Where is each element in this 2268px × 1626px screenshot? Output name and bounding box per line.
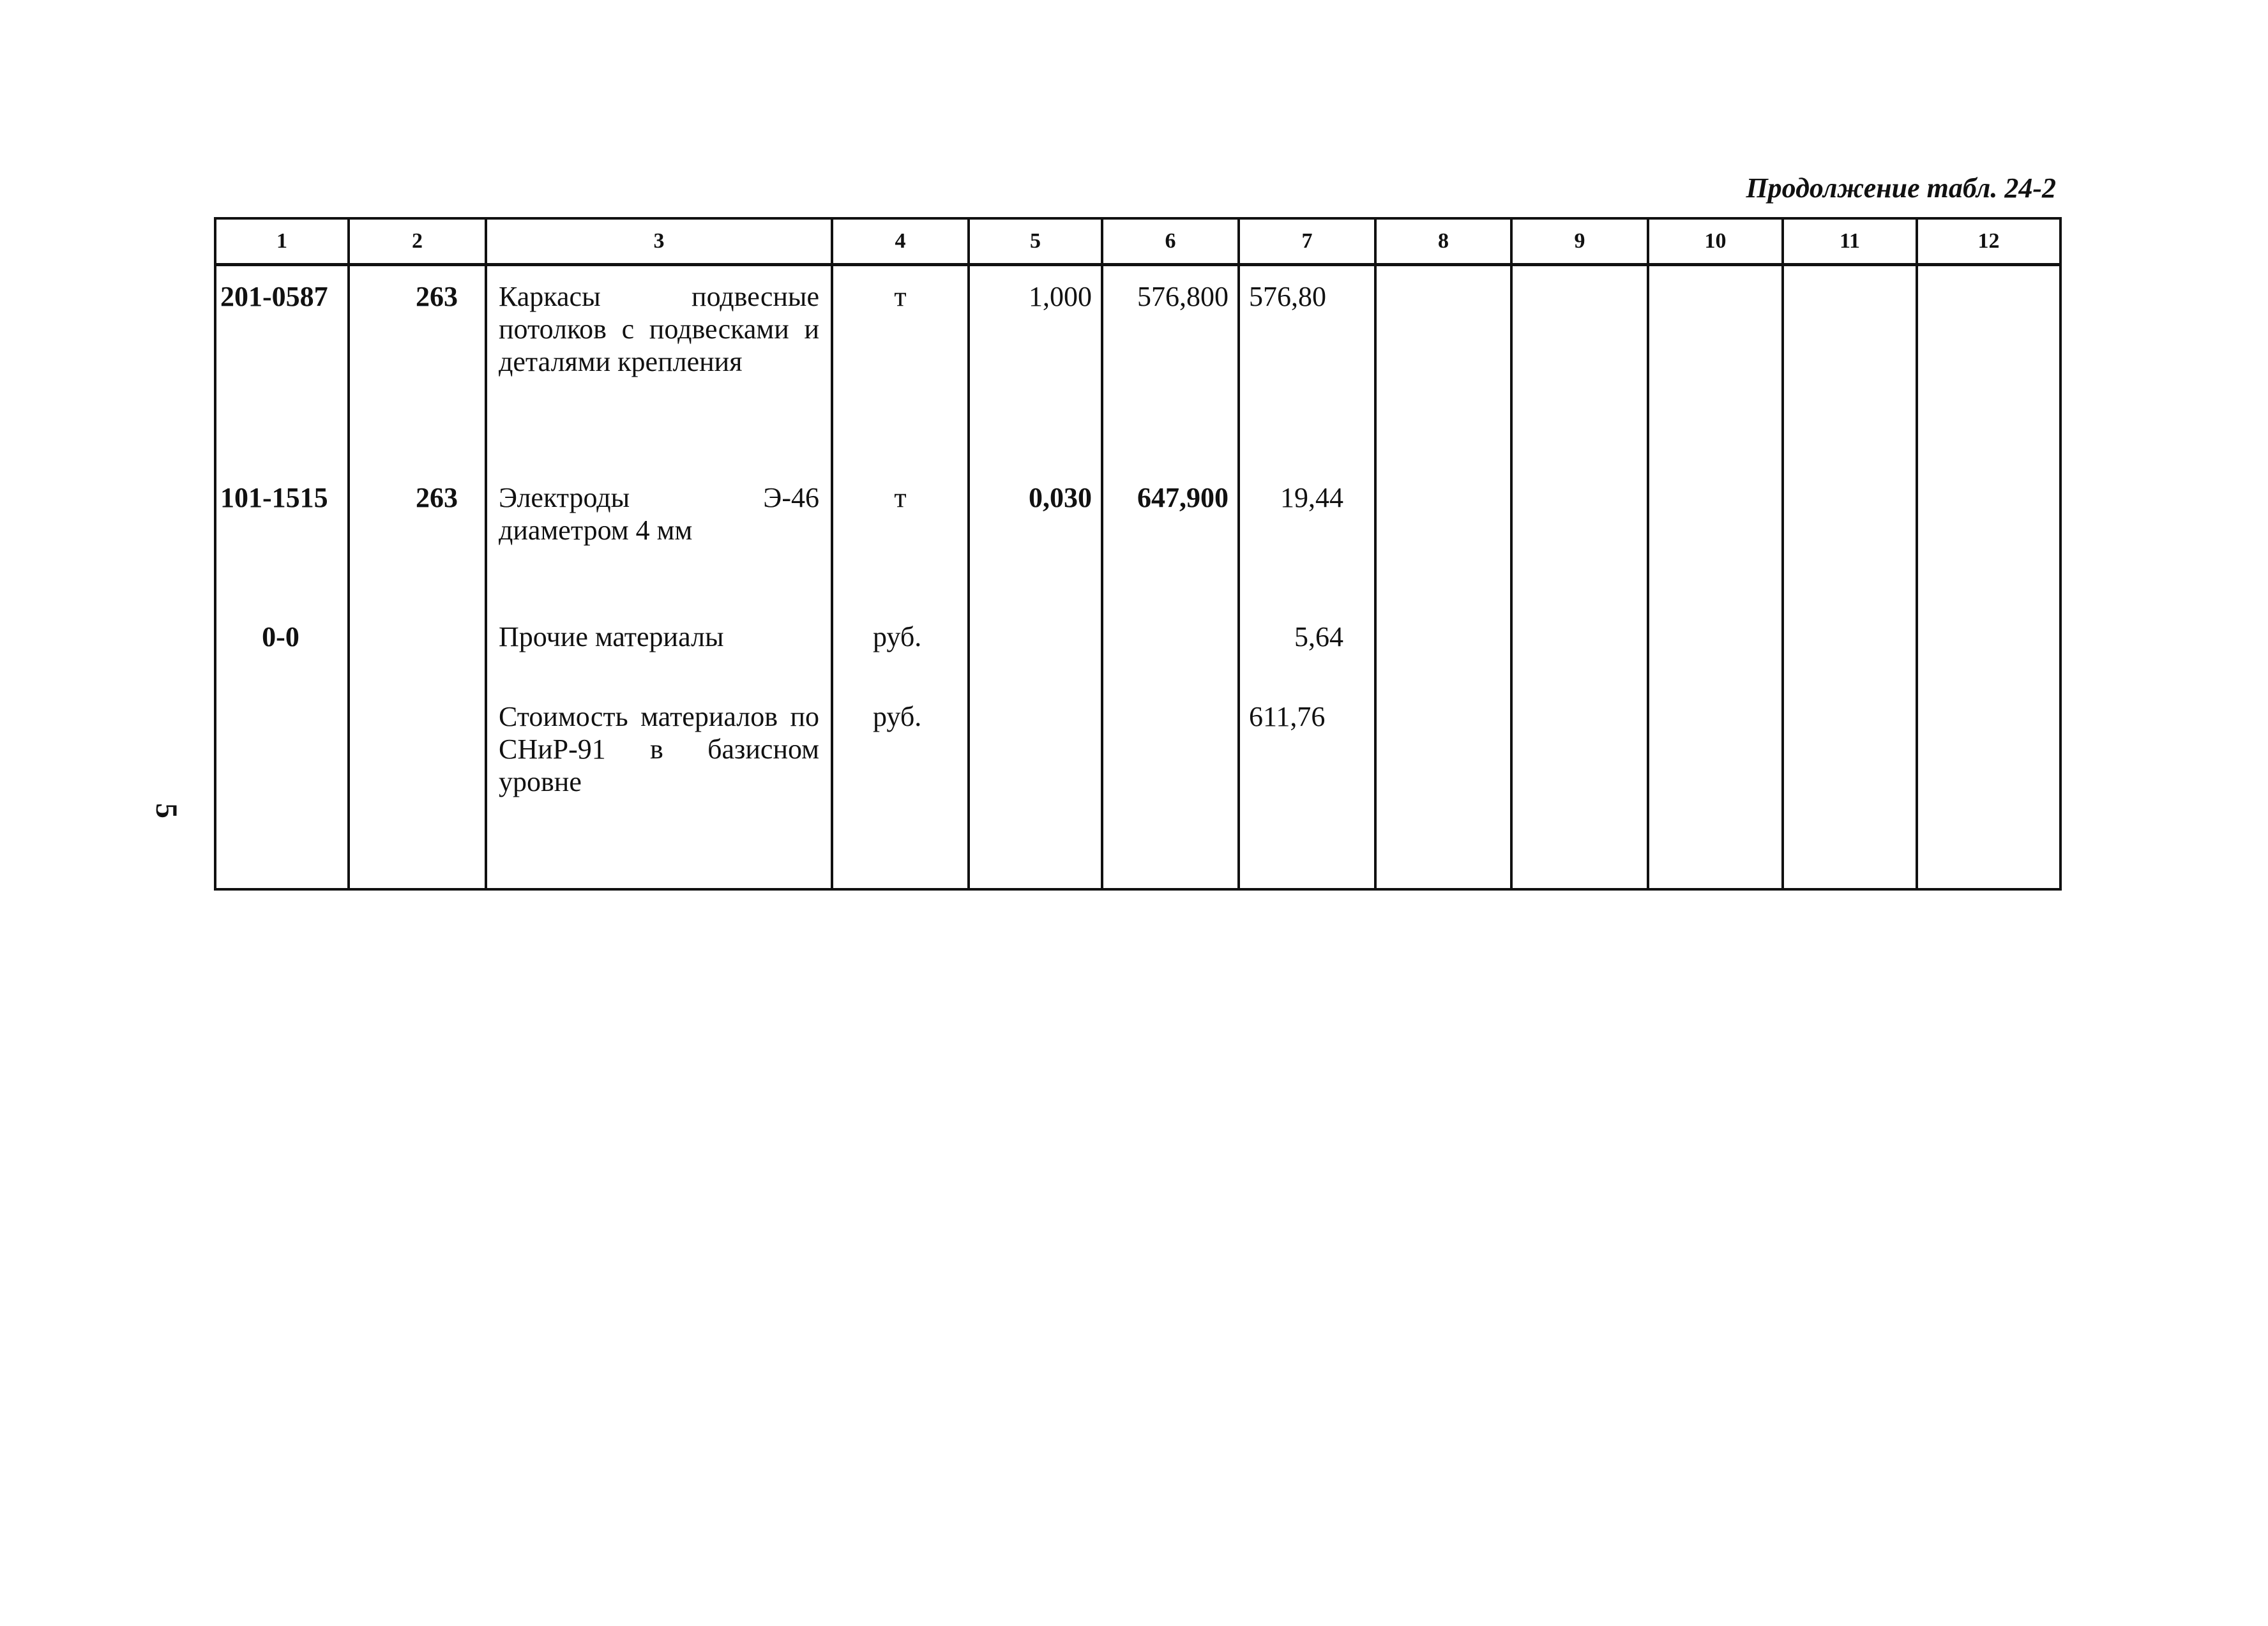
material-code: 201-0587 [215, 265, 349, 470]
empty-cell [1783, 689, 1917, 887]
unit: руб. [832, 609, 969, 689]
empty-cell [1375, 689, 1511, 887]
quantity: 1,000 [969, 265, 1102, 470]
material-code: 101-1515 [215, 470, 349, 609]
empty-cell [1648, 689, 1783, 887]
material-name: Прочие материалы [486, 609, 832, 689]
empty-cell [1648, 265, 1783, 470]
column-header: 4 [832, 218, 969, 265]
resource-code [349, 689, 486, 887]
unit-price: 647,900 [1102, 470, 1239, 609]
unit-price: 576,800 [1102, 265, 1239, 470]
column-header: 7 [1239, 218, 1375, 265]
empty-cell [1917, 265, 2060, 470]
empty-cell [1917, 470, 2060, 609]
column-header: 11 [1783, 218, 1917, 265]
column-header: 10 [1648, 218, 1783, 265]
resource-code: 263 [349, 470, 486, 609]
unit: руб. [832, 689, 969, 887]
material-code [215, 689, 349, 887]
table-row [215, 609, 2060, 689]
total-cost: 611,76 [1239, 689, 1375, 887]
total-cost: 576,80 [1239, 265, 1375, 470]
material-name: Стоимость материалов по СНиР-91 в базисном уровне [486, 689, 832, 887]
column-header: 1 [215, 218, 349, 265]
empty-cell [1511, 609, 1648, 689]
table-header-row [215, 218, 2060, 265]
page-number: 5 [149, 803, 183, 818]
empty-cell [1648, 609, 1783, 689]
unit-price [1102, 609, 1239, 689]
empty-cell [1917, 609, 2060, 689]
empty-cell [1375, 265, 1511, 470]
empty-cell [1511, 689, 1648, 887]
table-row [215, 265, 2060, 470]
resource-code [349, 609, 486, 689]
column-header: 3 [486, 218, 832, 265]
table-continuation-caption: Продолжение табл. 24-2 [1746, 172, 2056, 204]
empty-cell [1783, 470, 1917, 609]
unit-price [1102, 689, 1239, 887]
empty-cell [1783, 609, 1917, 689]
material-name: Каркасы подвесные потолков с подвесками и деталями крепления [486, 265, 832, 470]
quantity [969, 609, 1102, 689]
resource-code: 263 [349, 265, 486, 470]
material-code: 0-0 [215, 609, 349, 689]
total-cost: 19,44 [1239, 470, 1375, 609]
empty-cell [1375, 470, 1511, 609]
column-header: 8 [1375, 218, 1511, 265]
column-header: 5 [969, 218, 1102, 265]
quantity [969, 689, 1102, 887]
empty-cell [1375, 609, 1511, 689]
table-filler-row [215, 887, 2060, 889]
table-row [215, 689, 2060, 887]
total-cost: 5,64 [1239, 609, 1375, 689]
table-row [215, 470, 2060, 609]
empty-cell [1511, 265, 1648, 470]
column-header: 12 [1917, 218, 2060, 265]
column-header: 9 [1511, 218, 1648, 265]
quantity: 0,030 [969, 470, 1102, 609]
unit: т [832, 470, 969, 609]
empty-cell [1917, 689, 2060, 887]
unit: т [832, 265, 969, 470]
column-header: 6 [1102, 218, 1239, 265]
empty-cell [1648, 470, 1783, 609]
column-header: 2 [349, 218, 486, 265]
material-name: Электроды Э-46 диаметром 4 мм [486, 470, 832, 609]
resource-norms-table [214, 217, 2062, 891]
empty-cell [1511, 470, 1648, 609]
empty-cell [1783, 265, 1917, 470]
